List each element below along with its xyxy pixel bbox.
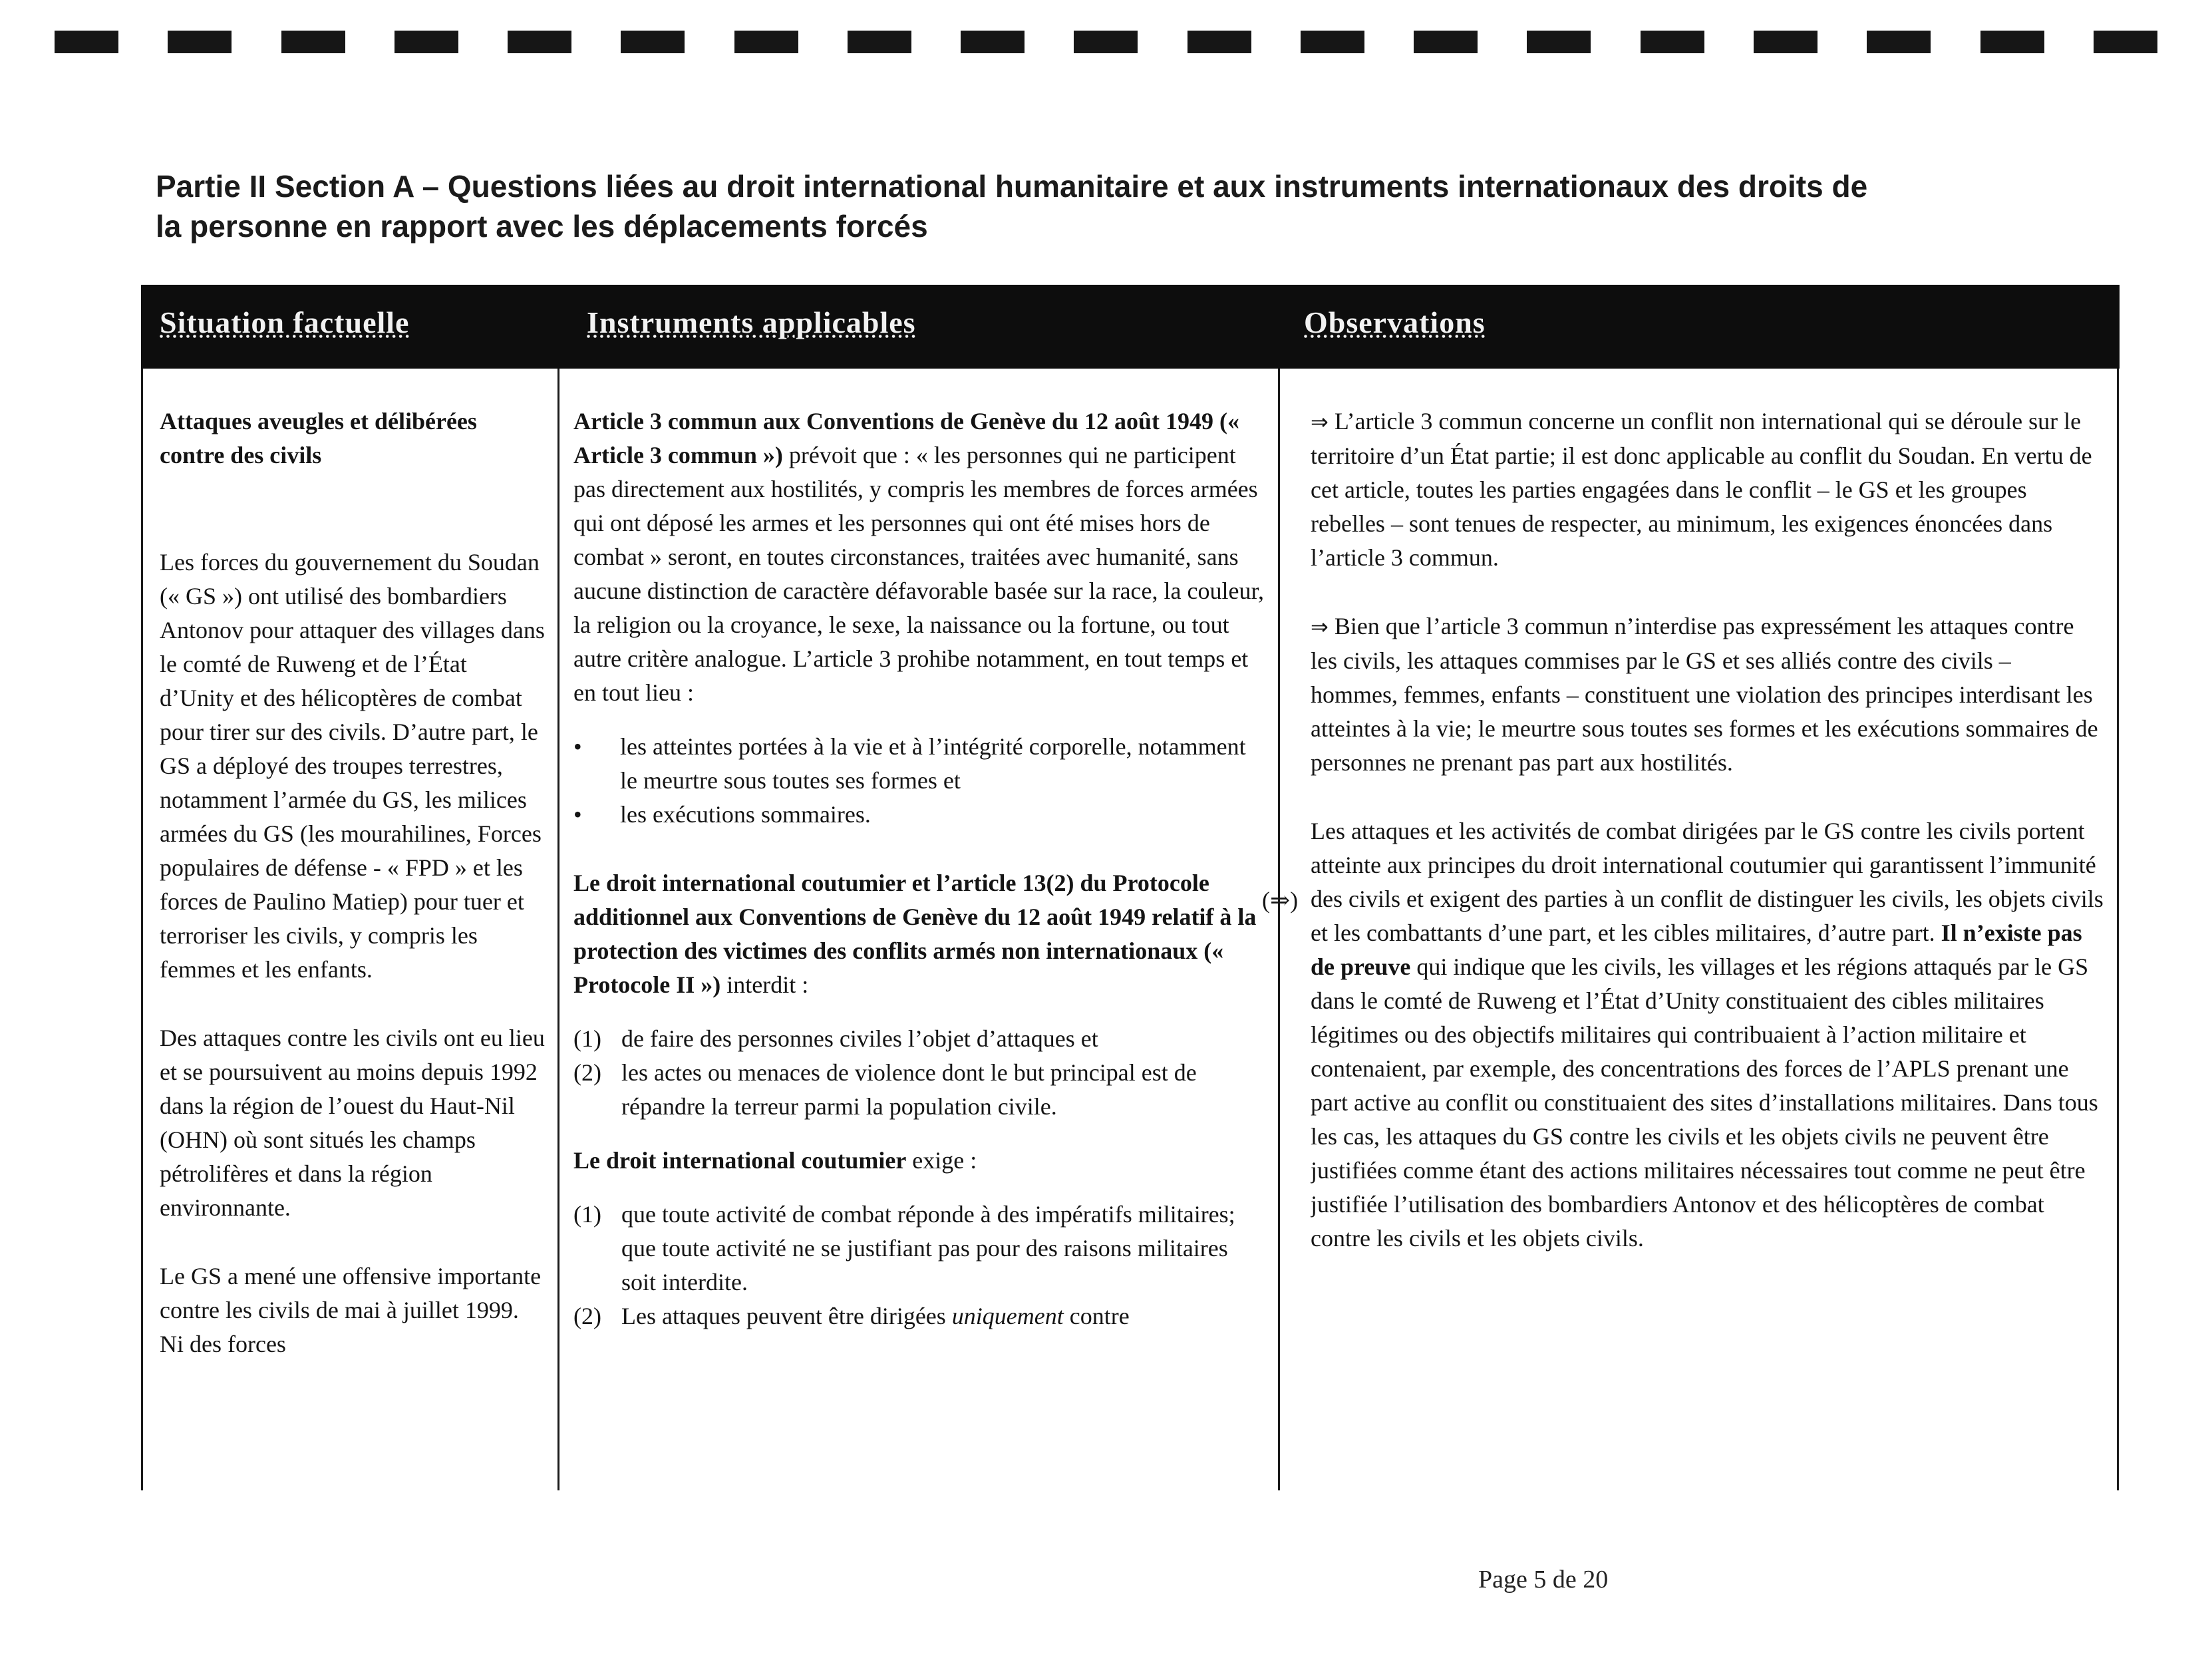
instrument-text: interdit :: [720, 971, 809, 998]
observation-text: Bien que l’article 3 commun n’interdise pas expressément les attaques contre les civils, les attaques commises par le GS et ses alliés contre des civils – hommes, femmes, enfants – constituent une violation des principes interdisant les atteintes à la vie; le meurtre sous toutes ses formes et les exécutions sommaires de personnes ne prenant pas part aux hostilités.: [1311, 613, 2098, 776]
list-item-text: les actes ou menaces de violence dont le but principal est de répandre la terreur parmi la population civile.: [621, 1059, 1197, 1120]
situation-paragraph: Les forces du gouvernement du Soudan (« GS ») ont utilisé des bombardiers Antonov pour attaquer des villages dans le comté de Ruweng et de l’État d’Unity et des hélicoptères de combat pour tirer sur des civils. D’autre part, le GS a déployé des troupes terrestres, notamment l’armée du GS, les milices armées du GS (les mourahilines, Forces populaires de défense - « FPD » et les forces de Paulino Matiep) pour tuer et terroriser les civils, y compris les femmes et les enfants.: [160, 549, 545, 983]
dash-mark: [2094, 31, 2157, 53]
observation-text: Les attaques et les activités de combat dirigées par le GS contre les civils portent atteinte aux principes du droit international coutumier qui garantissent l’immunité des civils et exigent des parties à un conflit de distinguer les civils, les objets civils et les combattants d’une part, et les cibles militaires, d’autre part.: [1311, 818, 2104, 946]
dash-mark: [1754, 31, 1817, 53]
dash-mark: [1641, 31, 1704, 53]
observation-emphasis: Il n’existe pas de preuve: [1311, 920, 2082, 980]
instrument-text: prévoit que : « les personnes qui ne participent pas directement aux hostilités, y compris les membres de forces armées qui ont déposé les armes et les personnes qui ont été mises hors de combat » seront, en toutes circonstances, traitées avec humanité, sans aucune distinction de caractère défavorable basée sur la race, la couleur, la religion ou la croyance, le sexe, la naissance ou la fortune, ou tout autre critère analogue. L’article 3 prohibe notamment, en tout temps et en tout lieu :: [573, 442, 1264, 706]
observation-paragraph: [1311, 609, 2104, 780]
page-number: Page 5 de 20: [1478, 1566, 1609, 1594]
bullet-mark: •: [573, 733, 582, 760]
list-item: [573, 1198, 1265, 1299]
arrow-icon: ⇒: [1311, 614, 1329, 639]
instrument-text: exige :: [906, 1147, 977, 1174]
dash-mark: [55, 31, 118, 53]
column-header-observations: Observations: [1304, 305, 1486, 339]
observation-text: qui indique que les civils, les villages et les régions attaqués par le GS dans le comté de Ruweng et l’État d’Unity constituaient des cibles militaires légitimes ou des objectifs militaires qui contribuaient à l’action militaire et contenaient, par exemple, des concentrations des forces de l’APLS prenant une part active au conflit ou constituaient des sites d’installations militaires. Dans tous les cas, les attaques du GS contre les civils et les objets civils ne peuvent être justifiées comme étant des actions militaires nécessaires tout comme ne peut être justifiée l’utilisation des bombardiers Antonov et des hélicoptères de combat contre les civils et les objets civils.: [1311, 953, 2098, 1252]
dash-mark: [621, 31, 685, 53]
table-border-right: [2117, 369, 2119, 1490]
dash-mark: [961, 31, 1025, 53]
dash-mark: [281, 31, 345, 53]
situation-heading: Attaques aveugles et délibérées contre des civils: [160, 408, 477, 468]
situation-paragraph: Le GS a mené une offensive importante contre les civils de mai à juillet 1999. Ni des forces: [160, 1263, 542, 1357]
situation-paragraph: Des attaques contre les civils ont eu lieu et se poursuivent au moins depuis 1992 dans la région de l’ouest du Haut-Nil (OHN) où sont situés les champs pétrolifères et dans la région environnante.: [160, 1025, 545, 1221]
instrument-paragraph: [573, 405, 1265, 710]
instrument-paragraph: [573, 866, 1265, 1002]
column-instruments: [573, 405, 1265, 1489]
column-divider: [557, 369, 559, 1490]
dash-mark: [168, 31, 232, 53]
arrow-icon: ⇒: [1311, 409, 1329, 434]
list-item: [573, 1056, 1265, 1124]
list-item-text-part: Les attaques peuvent être dirigées: [621, 1303, 952, 1329]
dash-mark: [1980, 31, 2044, 53]
header-dash-bar: [0, 31, 2212, 53]
page-title-line-2: la personne en rapport avec les déplacements forcés: [156, 209, 928, 244]
page-title: [156, 166, 2085, 246]
list-number: (2): [573, 1303, 601, 1329]
dash-mark: [395, 31, 458, 53]
list-item: [573, 730, 1265, 798]
column-observations: [1311, 405, 2104, 1489]
dash-mark: [1187, 31, 1251, 53]
list-item: [573, 798, 1265, 832]
observation-marker: (⇒): [1262, 887, 1299, 914]
instrument-heading: Le droit international coutumier et l’article 13(2) du Protocole additionnel aux Conventions de Genève du 12 août 1949 relatif à la protection des victimes des conflits armés non internationaux (« Protocole II »): [573, 870, 1257, 998]
observation-text: L’article 3 commun concerne un conflit non international qui se déroule sur le territoire d’un État partie; il est donc applicable au conflit du Soudan. En vertu de cet article, toutes les parties engagées dans le conflit – le GS et les groupes rebelles – sont tenues de respecter, au minimum, les exigences énoncées dans l’article 3 commun.: [1311, 408, 2092, 571]
page-title-line-1: Partie II Section A – Questions liées au droit international humanitaire et aux instruments internationaux des droits de: [156, 169, 1868, 204]
instrument-paragraph: [573, 1144, 1265, 1178]
dash-mark: [848, 31, 911, 53]
dash-mark: [734, 31, 798, 53]
list-item: [573, 1022, 1265, 1056]
list-item-text: [621, 1299, 1130, 1333]
dash-mark: [1867, 31, 1931, 53]
list-item-text: de faire des personnes civiles l’objet d’attaques et: [621, 1025, 1098, 1052]
instrument-heading: Le droit international coutumier: [573, 1147, 907, 1174]
instrument-heading: Article 3 commun aux Conventions de Genève du 12 août 1949 (« Article 3 commun »): [573, 408, 1239, 468]
dash-mark: [1527, 31, 1591, 53]
table-border-left: [141, 369, 143, 1490]
list-item-text: les exécutions sommaires.: [620, 801, 871, 828]
bullet-mark: •: [573, 801, 582, 828]
dash-mark: [1301, 31, 1364, 53]
observation-paragraph: [1311, 814, 2104, 1256]
list-item-text: que toute activité de combat réponde à des impératifs militaires; que toute activité ne se justifiant pas pour des raisons militaires soit interdite.: [621, 1201, 1235, 1295]
observation-paragraph: [1311, 405, 2104, 575]
column-divider: [1278, 369, 1280, 1490]
list-item-text: les atteintes portées à la vie et à l’intégrité corporelle, notamment le meurtre sous toutes ses formes et: [620, 733, 1246, 794]
list-item: [573, 1299, 1265, 1333]
column-header-instruments: Instruments applicables: [587, 305, 916, 339]
column-situation: [160, 405, 546, 1489]
dash-mark: [508, 31, 571, 53]
dash-mark: [1414, 31, 1478, 53]
dash-mark: [1074, 31, 1138, 53]
list-item-text-part: contre: [1063, 1303, 1130, 1329]
list-item-emphasis: uniquement: [951, 1303, 1064, 1329]
list-number: (2): [573, 1059, 601, 1086]
column-header-situation: Situation factuelle: [160, 305, 410, 339]
table-header-row: [141, 285, 2120, 369]
list-number: (1): [573, 1201, 601, 1228]
list-number: (1): [573, 1025, 601, 1052]
